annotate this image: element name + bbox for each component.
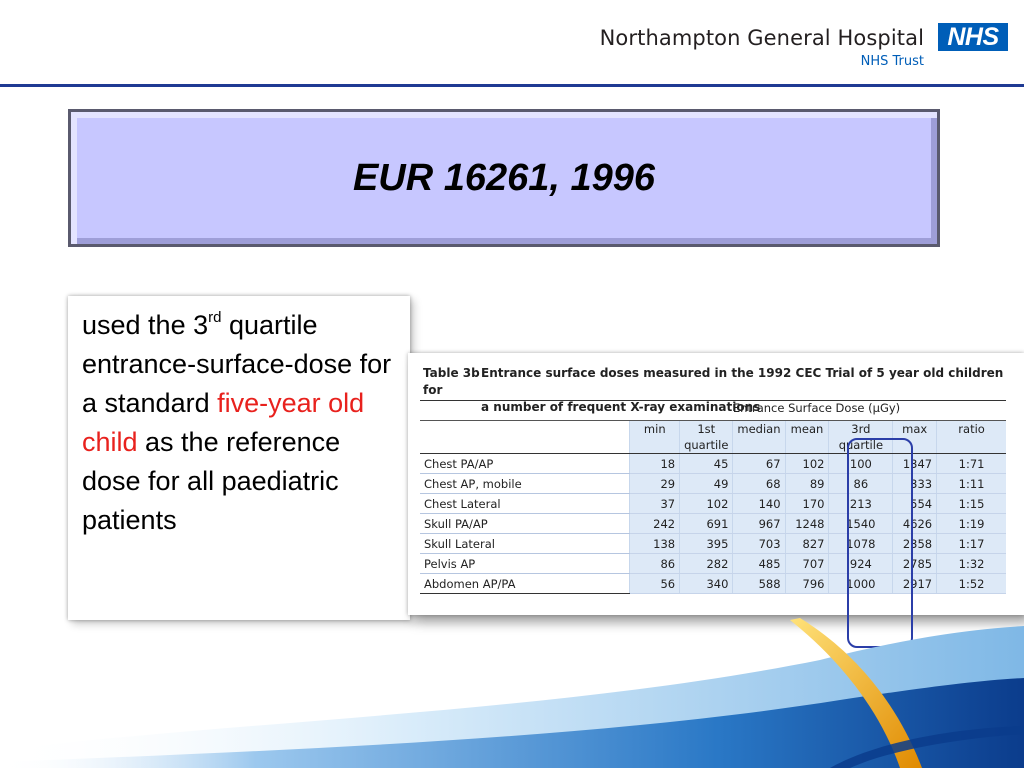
value-cell: 2358 — [893, 534, 937, 554]
value-cell: 554 — [893, 494, 937, 514]
group-header-spacer — [630, 401, 733, 421]
table-row — [420, 534, 1006, 554]
value-cell: 1:19 — [937, 514, 1006, 534]
table-row — [420, 494, 1006, 514]
value-cell: 691 — [680, 514, 733, 534]
value-cell: 18 — [630, 454, 680, 474]
table-row — [420, 454, 1006, 474]
exam-name-cell: Chest PA/AP — [420, 454, 630, 474]
body-text-part2: quartile entrance-surface-dose for a standard — [82, 310, 392, 418]
body-text-part1: used the 3 — [82, 310, 209, 340]
value-cell: 170 — [785, 494, 829, 514]
value-cell: 1540 — [829, 514, 893, 534]
value-cell: 102 — [785, 454, 829, 474]
table-caption-line1: Entrance surface doses measured in the 1992 CEC Trial of 5 year old children for — [423, 366, 1004, 397]
ordinal-suffix: rd — [208, 309, 222, 326]
body-text-part3: as the reference dose for all paediatric patients — [82, 427, 341, 535]
organisation-subtitle: NHS Trust — [860, 54, 924, 69]
value-cell: 138 — [630, 534, 680, 554]
value-cell: 102 — [680, 494, 733, 514]
table-caption-label: Table 3b — [423, 366, 480, 380]
dose-table-image — [408, 353, 1024, 615]
dose-table — [420, 400, 1006, 594]
value-cell: 242 — [630, 514, 680, 534]
table-body — [420, 454, 1006, 594]
value-cell: 703 — [733, 534, 785, 554]
column-header: ratio — [937, 421, 1006, 454]
value-cell: 1000 — [829, 574, 893, 594]
value-cell: 588 — [733, 574, 785, 594]
value-cell: 333 — [893, 474, 937, 494]
table-wrapper — [420, 400, 1006, 594]
table-row — [420, 514, 1006, 534]
body-text-card — [68, 296, 410, 620]
value-cell: 340 — [680, 574, 733, 594]
value-cell: 67 — [733, 454, 785, 474]
value-cell: 213 — [829, 494, 893, 514]
value-cell: 485 — [733, 554, 785, 574]
column-header-exam — [420, 421, 630, 454]
value-cell: 29 — [630, 474, 680, 494]
value-cell: 827 — [785, 534, 829, 554]
value-cell: 1:52 — [937, 574, 1006, 594]
column-header: mean — [785, 421, 829, 454]
nhs-logo: NHS — [938, 23, 1008, 51]
value-cell: 967 — [733, 514, 785, 534]
value-cell: 1248 — [785, 514, 829, 534]
value-cell: 1:17 — [937, 534, 1006, 554]
header-divider — [0, 84, 1024, 87]
value-cell: 1:11 — [937, 474, 1006, 494]
decorative-swoosh — [0, 600, 1024, 768]
slide-header — [0, 0, 1024, 86]
exam-name-cell: Abdomen AP/PA — [420, 574, 630, 594]
value-cell: 56 — [630, 574, 680, 594]
value-cell: 1:32 — [937, 554, 1006, 574]
value-cell: 796 — [785, 574, 829, 594]
column-header: 1st quartile — [680, 421, 733, 454]
value-cell: 49 — [680, 474, 733, 494]
exam-name-cell: Skull Lateral — [420, 534, 630, 554]
body-text — [82, 306, 404, 540]
column-header-row — [420, 421, 1006, 454]
exam-name-cell: Chest Lateral — [420, 494, 630, 514]
value-cell: 1078 — [829, 534, 893, 554]
value-cell: 1:71 — [937, 454, 1006, 474]
value-cell: 924 — [829, 554, 893, 574]
value-cell: 86 — [630, 554, 680, 574]
column-header: min — [630, 421, 680, 454]
highlighted-phrase: five-year old child — [82, 388, 365, 457]
value-cell: 140 — [733, 494, 785, 514]
value-cell: 707 — [785, 554, 829, 574]
group-header: Entrance Surface Dose (µGy) — [733, 401, 1006, 421]
value-cell: 395 — [680, 534, 733, 554]
slide-title: EUR 16261, 1996 — [352, 156, 656, 199]
value-cell: 45 — [680, 454, 733, 474]
value-cell: 86 — [829, 474, 893, 494]
exam-name-cell: Skull PA/AP — [420, 514, 630, 534]
value-cell: 1:15 — [937, 494, 1006, 514]
table-caption-line2: a number of frequent X-ray examinations — [481, 400, 761, 414]
group-header-spacer — [420, 401, 630, 421]
table-row — [420, 474, 1006, 494]
value-cell: 89 — [785, 474, 829, 494]
table-row — [420, 554, 1006, 574]
exam-name-cell: Pelvis AP — [420, 554, 630, 574]
table-row — [420, 574, 1006, 594]
value-cell: 4626 — [893, 514, 937, 534]
organisation-name: Northampton General Hospital — [599, 26, 924, 50]
value-cell: 68 — [733, 474, 785, 494]
value-cell: 2785 — [893, 554, 937, 574]
value-cell: 37 — [630, 494, 680, 514]
slide-title-box — [68, 109, 940, 247]
value-cell: 2917 — [893, 574, 937, 594]
column-header: max — [893, 421, 937, 454]
column-header: median — [733, 421, 785, 454]
value-cell: 282 — [680, 554, 733, 574]
value-cell: 100 — [829, 454, 893, 474]
exam-name-cell: Chest AP, mobile — [420, 474, 630, 494]
column-header: 3rd quartile — [829, 421, 893, 454]
value-cell: 1347 — [893, 454, 937, 474]
